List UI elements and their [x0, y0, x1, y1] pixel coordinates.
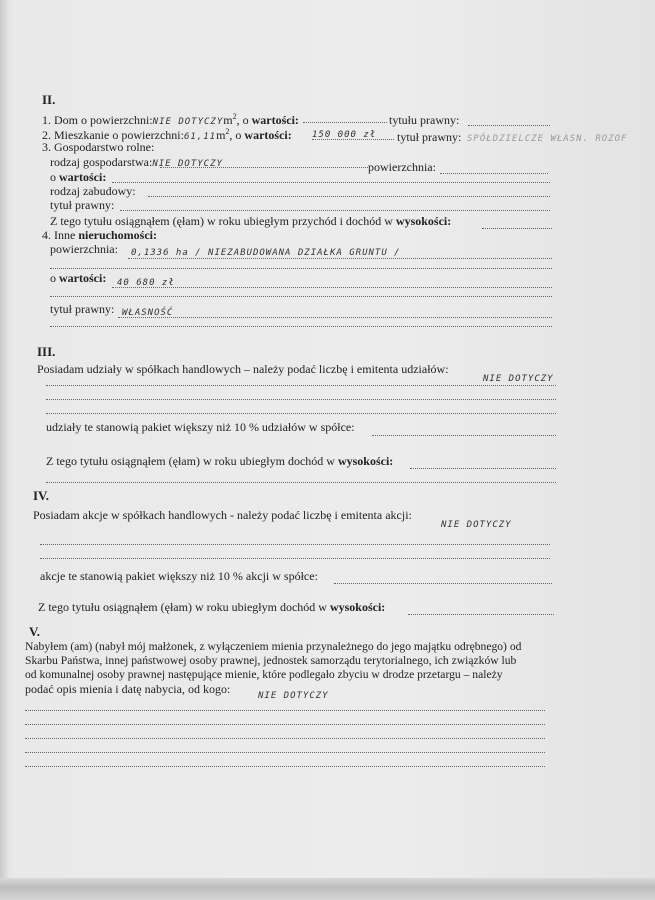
- other-value-handwritten: 40 680 zł: [117, 278, 175, 288]
- flat-area-handwritten: 61,11: [183, 132, 217, 142]
- house-area-handwritten: NIE DOTYCZY: [152, 117, 224, 127]
- other-value-dots: [112, 287, 552, 288]
- other-title-dots: [118, 317, 552, 318]
- stocks-income-dots: [408, 614, 554, 615]
- house-unit: m: [223, 113, 233, 127]
- house-value-dots: [303, 122, 387, 123]
- farm-income-row: [50, 214, 451, 228]
- stocks-line: Posiadam akcje w spółkach handlowych - należy podać liczbę i emitenta akcji:: [33, 508, 412, 522]
- page-bottom-edge: [0, 878, 655, 900]
- flat-value-handwritten: 150 000 zł: [312, 130, 377, 140]
- flat-value-prefix: , o: [229, 128, 245, 142]
- stocks-income-label: wysokości:: [329, 600, 386, 614]
- house-title-dots: [468, 125, 550, 126]
- farm-type-label: rodzaj gospodarstwa:: [50, 155, 153, 169]
- shares-income-dots-2: [46, 482, 556, 483]
- section-ii-heading: II.: [42, 92, 56, 107]
- stocks-dots-2: [40, 558, 550, 559]
- page-left-edge: [0, 0, 8, 900]
- farm-value-label: wartości:: [59, 170, 107, 184]
- other-area-row: [50, 242, 118, 256]
- acquired-line-2: Skarbu Państwa, innej państwowej osoby prawnej, jednostek samorządu terytorialnego, ich związków lub: [25, 654, 517, 667]
- shares-income-row: [46, 454, 393, 468]
- acquired-line-4-row: [25, 682, 230, 696]
- farm-type-handwritten: NIE DOTYCZY: [152, 159, 223, 169]
- acquired-handwritten: NIE DOTYCZY: [258, 691, 329, 701]
- farm-title-label: tytuł prawny:: [50, 198, 115, 212]
- other-title-dots-2: [50, 326, 552, 327]
- acquired-line-1: Nabyłem (am) (nabył mój małżonek, z wyłączeniem mienia przynależnego do jego majątku odrębnego) od: [25, 640, 522, 653]
- farm-value-row: [50, 170, 106, 184]
- other-area-label: powierzchnia:: [50, 242, 118, 256]
- house-label: 1. Dom o powierzchni:: [42, 113, 153, 127]
- other-property-label: 4. Inne: [42, 228, 79, 242]
- farm-buildings-label: rodzaj zabudowy:: [50, 184, 136, 198]
- acquired-line-3: od komunalnej osoby prawnej następujące mienie, które podlegało zbyciu w drodze przetargu – należy: [25, 668, 503, 681]
- house-value-prefix: , o: [236, 113, 252, 127]
- other-value-dots-2: [50, 296, 552, 297]
- farm-type-dots: [160, 167, 368, 168]
- shares-dots-2: [46, 399, 556, 400]
- shares-package-label: udziały te stanowią pakiet większy niż 10 % udziałów w spółce:: [46, 420, 355, 434]
- house-unit-sup: 2: [232, 112, 237, 121]
- house-value-label: wartości:: [251, 113, 299, 127]
- acquired-dots-5: [25, 766, 545, 767]
- flat-value-label: wartości:: [244, 128, 292, 142]
- stocks-handwritten: NIE DOTYCZY: [441, 520, 512, 530]
- farm-area-dots: [440, 173, 548, 174]
- farm-value-prefix: o: [50, 170, 59, 184]
- shares-income-dots: [410, 468, 556, 469]
- stocks-income-text: Z tego tytułu osiągnąłem (ęłam) w roku ubiegłym dochód w: [38, 600, 330, 614]
- farm-type-row: [50, 155, 223, 171]
- stocks-dots-1: [40, 544, 550, 545]
- house-title-label: tytułu prawny:: [389, 113, 460, 127]
- farm-label: 3. Gospodarstwo rolne:: [42, 140, 155, 154]
- stocks-package-label: akcje te stanowią pakiet większy niż 10 % akcji w spółce:: [40, 569, 318, 583]
- stocks-income-row: [38, 600, 385, 614]
- acquired-dots-3: [25, 738, 545, 739]
- shares-package-dots: [372, 435, 556, 436]
- shares-income-text: Z tego tytułu osiągnąłem (ęłam) w roku ubiegłym dochód w: [46, 454, 338, 468]
- farm-income-dots: [482, 228, 552, 229]
- flat-label: 2. Mieszkanie o powierzchni:: [42, 128, 184, 142]
- flat-unit: m: [216, 128, 226, 142]
- flat-value-dots: [312, 139, 394, 140]
- other-title-handwritten: WŁASNOŚĆ: [122, 308, 174, 318]
- acquired-line-4: podać opis mienia i datę nabycia, od kogo:: [25, 682, 231, 696]
- other-area-dots-2: [50, 268, 552, 269]
- acquired-dots-2: [25, 724, 545, 725]
- section-iv-heading: IV.: [33, 488, 50, 503]
- farm-buildings-dots: [148, 196, 550, 197]
- other-area-dots: [128, 258, 552, 259]
- section-iii-heading: III.: [37, 344, 56, 359]
- flat-unit-sup: 2: [225, 127, 230, 136]
- shares-handwritten: NIE DOTYCZY: [483, 374, 554, 384]
- farm-income-text: Z tego tytułu osiągnąłem (ęłam) w roku ubiegłym przychód i dochód w: [50, 214, 396, 228]
- farm-title-dots: [120, 210, 550, 211]
- stocks-package-dots: [334, 583, 552, 584]
- other-property-row: [42, 228, 157, 242]
- acquired-dots-1: [25, 710, 545, 711]
- section-v-heading: V.: [29, 624, 40, 639]
- flat-title-label: tytuł prawny:: [397, 130, 462, 144]
- acquired-dots-4: [25, 752, 545, 753]
- farm-value-dots: [112, 182, 550, 183]
- shares-dots-1: [46, 385, 556, 386]
- other-title-label: tytuł prawny:: [50, 302, 115, 316]
- shares-line: Posiadam udziały w spółkach handlowych – należy podać liczbę i emitenta udziałów:: [37, 362, 449, 376]
- other-area-handwritten: 0,1336 ha / NIEZABUDOWANA DZIAŁKA GRUNTU /: [131, 248, 401, 258]
- shares-dots-3: [46, 413, 556, 414]
- other-property-bold: nieruchomości:: [78, 228, 157, 242]
- other-value-label: wartości:: [59, 271, 107, 285]
- farm-income-label: wysokości:: [395, 214, 452, 228]
- other-value-prefix: o: [50, 271, 59, 285]
- shares-income-label: wysokości:: [337, 454, 394, 468]
- flat-title-handwritten: SPÓŁDZIELCZE WŁASN. ROZOF: [467, 134, 628, 144]
- other-value-row: [50, 271, 106, 285]
- farm-area-label: powierzchnia:: [368, 160, 436, 174]
